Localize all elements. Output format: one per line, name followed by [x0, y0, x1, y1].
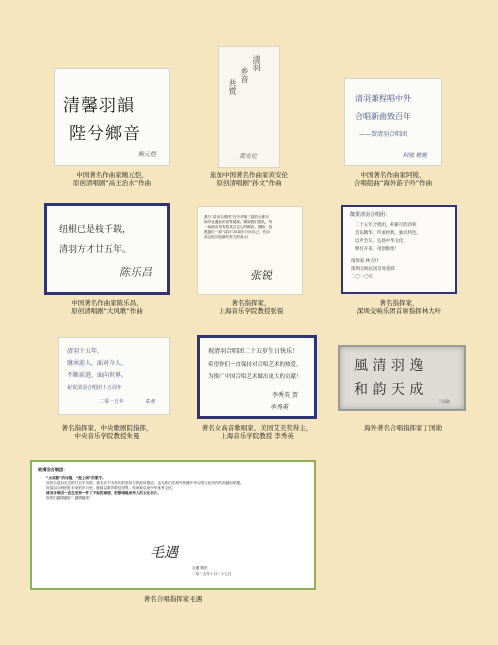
signature: 陈乐昌: [119, 266, 152, 279]
inscription-card-4: [44, 203, 170, 295]
inscription-line: 祝清羽合唱团二十五岁生日快乐！: [208, 348, 299, 355]
inscription-line: 希望你们一直保持对合唱艺术的热爱，: [208, 362, 302, 368]
inscription-line: 继承前人，面对今人，: [67, 360, 128, 367]
caption-7: 著名指挥家、中央歌剧院指挥， 中央音乐学院教授朱曼: [61, 424, 153, 440]
inscription-card-9: [338, 345, 466, 411]
inscription-line: 合唱新曲致百年: [355, 112, 411, 121]
caption-6: 著名指挥家， 深圳交响乐团首席指挥林大叶: [356, 299, 442, 315]
inscription-line: ——贺清羽合唱团: [359, 131, 408, 138]
inscription-card-8: [197, 335, 317, 419]
signature: 丁国勋: [438, 399, 450, 404]
inscription-card-1: [54, 68, 170, 166]
inscription-line: 和 韵 天 成: [354, 382, 424, 398]
signature: 张锐: [250, 269, 272, 282]
letter-caption: 著名合唱指挥家毛遇: [143, 595, 203, 603]
letter-signer: 毛遇 敬贺: [192, 566, 208, 570]
caption-3: 中国著名作曲家阿镗， 合唱组曲“海外游子吟”作曲: [353, 171, 433, 187]
inscription-line: 为推广中国合唱艺术做出更大的贡献！: [208, 374, 302, 380]
inscription-card-7: [58, 337, 170, 415]
letter-salutation: 致清羽合唱团：: [38, 467, 68, 472]
signature: 黄安伦: [239, 153, 258, 160]
inscription-line: 二零一五年: [99, 399, 125, 405]
inscription-line: 風 清 羽 逸: [354, 358, 424, 374]
caption-9: 海外著名合唱指挥家丁国勋: [364, 424, 442, 432]
inscription-card-5: [197, 206, 303, 295]
inscription-line: 陛兮鄉音: [69, 124, 141, 144]
inscription-line: 二十五年合唱团，积累尽韵清和: [355, 223, 417, 228]
inscription-line: 清羽: [252, 55, 261, 71]
inscription-line: 乡音: [240, 67, 249, 83]
inscription-line: 清馨羽韻: [63, 96, 135, 116]
letter-paragraph: 祝清羽合唱团在未来的岁月里，继续以歌声联结世界，传承和弘扬中华优秀文化。: [46, 486, 176, 490]
signature: 鲍元恺: [138, 151, 157, 158]
letter-paragraph: 清羽合唱团一直在坚持一件了不起的事情，把歌唱做成华人的文化名片。: [46, 491, 161, 495]
inscription-line: 清羽方才廿五年。: [59, 245, 132, 255]
inscription-line: 共赏: [228, 79, 237, 95]
inscription-line: 继往开来，再创辉煌！: [355, 247, 399, 252]
caption-1: 中国著名作曲家鲍元恺， 原创清唱剧“高王治水”作曲: [72, 171, 152, 187]
caption-8: 著名女高音歌唱家、美国艾美奖得主， 上海音乐学院教授 李秀英: [201, 424, 313, 440]
inscription-card-2: [218, 46, 280, 168]
inscription-line: 指挥家 林大叶: [351, 259, 379, 264]
signature: 朱曼: [145, 399, 156, 405]
caption-5: 著名指挥家， 上海音乐学院教授张锐: [218, 299, 284, 315]
letter-paragraph: 回首当清羽走过的廿五年历程，我无法不为你们的坚持与热爱所感动，也为你们在海外传播中华合唱文化所作的贡献而骄傲。: [46, 481, 244, 485]
letter-line: 和早北遇致的世界展演。聊到我们团队，每: [204, 220, 273, 224]
caption-2: 旅加中国著名作曲家黄安伦 原创清唱剧“孙文”作曲: [210, 171, 288, 187]
inscription-line: 不断前进，面向世界。: [67, 372, 128, 379]
caption-4: 中国著名作曲家陈乐昌， 原创清唱剧“大风歌”作曲: [71, 299, 143, 315]
inscription-card-3: [344, 78, 442, 166]
inscription-line: 李秀英 贺: [272, 392, 298, 399]
inscription-line: 以声会友，弘扬中华文化，: [355, 239, 408, 244]
inscription-line: 纽根已是枝千载，: [59, 225, 132, 235]
letter-paragraph: “点亮黎”的诗篇，“振上唱”的歌手。: [46, 476, 106, 480]
inscription-line: 音乐精华，传承经典，独具特色，: [355, 231, 421, 236]
letter-signature-mark: 毛遇: [150, 545, 178, 561]
letter-date: 二零二五年十月二十七日: [192, 572, 232, 576]
inscription-line: 深圳交响乐团首席指挥: [351, 267, 395, 272]
letter-paragraph: 祝你们越唱越好！越唱越美！: [46, 496, 93, 500]
letter-line: 高且再共创新的美力的成人!: [204, 235, 249, 239]
letter-line: 我与“清羽合唱团”在中华第三届的大都市: [204, 215, 269, 219]
inscription-line: 清羽兼程唱中外: [355, 94, 411, 103]
signature: 阿镗 敬题: [403, 153, 427, 159]
letter-card: [30, 460, 316, 590]
letter-line: 愿她们一如“清羽”25周年只问自己，有余: [204, 230, 270, 234]
signature: 李秀英: [270, 404, 289, 411]
inscription-line: 清羽十五年，: [67, 348, 104, 355]
inscription-line: 祝贺清羽合唱团十五周年: [67, 385, 123, 391]
inscription-line: 敬贺清羽合唱团：: [350, 212, 391, 218]
inscription-line: 二〇一〇年: [351, 275, 373, 280]
inscription-card-6: [341, 205, 457, 294]
letter-line: 一场演出均有着其过去心的精彩。期盼，祝: [204, 225, 273, 229]
